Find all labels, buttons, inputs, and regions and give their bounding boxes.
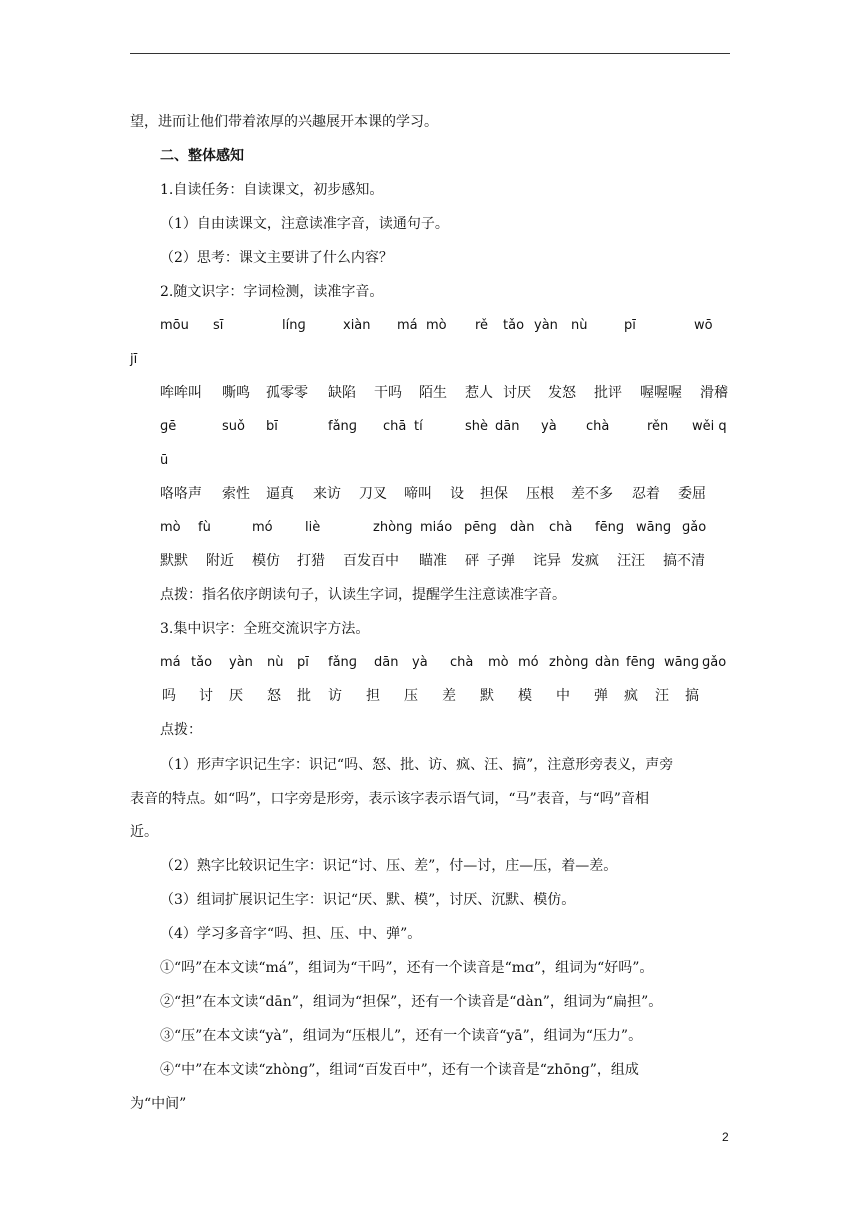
vocab-word: 附近 <box>206 553 234 569</box>
pinyin: ū <box>160 453 169 468</box>
pinyin: jī <box>130 352 138 367</box>
vocab-word: 发怒 <box>548 385 576 401</box>
text-line: 1.自读任务：自读课文，初步感知。 <box>160 182 384 198</box>
pinyin: pī <box>297 655 309 670</box>
pinyin: má <box>160 655 181 670</box>
pinyin: tǎo <box>503 318 525 333</box>
pinyin: wānɡ <box>636 520 672 535</box>
pinyin: wěi q <box>692 419 727 434</box>
vocab-word: 喔喔喔 <box>640 385 682 401</box>
pinyin: ɡē <box>160 419 177 434</box>
pinyin: ɡǎo <box>702 655 727 670</box>
text-line: 表音的特点。如“吗”，口字旁是形旁，表示该字表示语气词，“马”表音，与“吗”音相 <box>130 791 649 807</box>
pinyin: línɡ <box>282 318 306 333</box>
text-line: 近。 <box>130 824 158 840</box>
pinyin: wānɡ <box>664 655 700 670</box>
pinyin: chà <box>549 520 573 535</box>
pinyin-row <box>0 417 860 437</box>
character: 担 <box>366 688 380 704</box>
pinyin: pī <box>624 318 636 333</box>
text-line: （3）组词扩展识记生字：识记“厌、默、模”，讨厌、沉默、模仿。 <box>160 892 576 908</box>
vocab-word: 刀叉 <box>359 486 387 502</box>
pinyin: bī <box>266 419 278 434</box>
character: 模 <box>518 688 532 704</box>
text-line: 2.随文识字：字词检测，读准字音。 <box>160 284 384 300</box>
pinyin: dàn <box>510 520 535 535</box>
character: 搞 <box>685 688 699 704</box>
pinyin: má <box>397 318 418 333</box>
vocab-word: 惹人 <box>465 385 493 401</box>
character: 怒 <box>267 688 281 704</box>
pinyin: yàn <box>229 655 253 670</box>
pinyin: fù <box>198 520 211 535</box>
vocab-word: 来访 <box>313 486 341 502</box>
pinyin: pēnɡ <box>464 520 497 535</box>
text-line: ①“吗”在本文读“má”，组词为“干吗”，还有一个读音是“mɑ”，组词为“好吗”。 <box>160 960 654 976</box>
text-line: （2）思考：课文主要讲了什么内容？ <box>160 250 393 266</box>
vocab-word: 压根 <box>526 486 554 502</box>
text-line: （2）熟字比较识记生字：识记“讨、压、差”，付—讨，庄—压，着—差。 <box>160 858 618 874</box>
page-number: 2 <box>722 1130 729 1144</box>
pinyin: dān <box>374 655 399 670</box>
vocab-word: 逼真 <box>266 486 294 502</box>
pinyin: nù <box>571 318 588 333</box>
text-line: ④“中”在本文读“zhònɡ”，组词“百发百中”，还有一个读音是“zhōnɡ”，组成 <box>160 1062 639 1078</box>
pinyin: tí <box>414 419 423 434</box>
vocab-word: 孤零零 <box>266 385 308 401</box>
pinyin: xiàn <box>343 318 371 333</box>
pinyin: rěn <box>647 419 669 434</box>
vocab-word: 哞哞叫 <box>160 385 202 401</box>
vocab-word: 砰 <box>465 553 479 569</box>
vocab-row <box>0 383 860 403</box>
pinyin-row <box>0 518 860 538</box>
vocab-word: 索性 <box>222 486 250 502</box>
header-rule <box>130 53 730 54</box>
vocab-word: 批评 <box>594 385 622 401</box>
vocab-word: 滑稽 <box>700 385 728 401</box>
vocab-word: 委屈 <box>678 486 706 502</box>
tip-text: 点拨：指名依序朗读句子，认读生字词，提醒学生注意读准字音。 <box>160 587 566 603</box>
vocab-word: 瞄准 <box>419 553 447 569</box>
character: 汪 <box>655 688 669 704</box>
pinyin: rě <box>475 318 489 333</box>
vocab-word: 搞不清 <box>663 553 705 569</box>
pinyin: suǒ <box>222 419 245 434</box>
pinyin: tǎo <box>191 655 213 670</box>
vocab-word: 咯咯声 <box>160 486 202 502</box>
vocab-word: 设 <box>450 486 464 502</box>
text-line: ③“压”在本文读“yà”，组词为“压根儿”，还有一个读音“yā”，组词为“压力”。 <box>160 1028 643 1044</box>
pinyin: fēnɡ <box>595 520 625 535</box>
pinyin: fǎnɡ <box>328 655 358 670</box>
character: 厌 <box>229 688 243 704</box>
pinyin: liè <box>305 520 321 535</box>
vocab-word: 汪汪 <box>617 553 645 569</box>
pinyin: chà <box>450 655 474 670</box>
pinyin: yà <box>541 419 557 434</box>
vocab-word: 嘶鸣 <box>222 385 250 401</box>
vocab-word: 干吗 <box>374 385 402 401</box>
pinyin: miáo <box>420 520 453 535</box>
text-line: ②“担”在本文读“dān”，组词为“担保”，还有一个读音是“dàn”，组词为“扁担”。 <box>160 994 663 1010</box>
vocab-word: 发疯 <box>571 553 599 569</box>
vocab-word: 模仿 <box>252 553 280 569</box>
pinyin: ɡǎo <box>682 520 707 535</box>
pinyin: yàn <box>534 318 558 333</box>
pinyin: chà <box>586 419 610 434</box>
vocab-word: 缺陷 <box>328 385 356 401</box>
pinyin: chā <box>383 419 407 434</box>
pinyin: mōu <box>160 318 189 333</box>
vocab-word: 打猎 <box>297 553 325 569</box>
vocab-word: 诧异 <box>533 553 561 569</box>
pinyin: fǎnɡ <box>328 419 358 434</box>
pinyin: sī <box>213 318 224 333</box>
section-heading: 3.集中识字：全班交流识字方法。 <box>160 621 370 637</box>
character: 疯 <box>624 688 638 704</box>
character: 默 <box>480 688 494 704</box>
pinyin-row <box>0 653 860 673</box>
vocab-word: 子弹 <box>487 553 515 569</box>
pinyin: zhònɡ <box>373 520 413 535</box>
section-heading: 二、整体感知 <box>160 148 244 164</box>
vocab-word: 忍着 <box>632 486 660 502</box>
tip-text: 点拨： <box>160 722 202 738</box>
text-line: （1）形声字识记生字：识记“吗、怒、批、访、疯、汪、搞”，注意形旁表义，声旁 <box>160 757 674 773</box>
pinyin: zhònɡ <box>549 655 589 670</box>
char-row <box>0 686 860 706</box>
vocab-word: 默默 <box>160 553 188 569</box>
character: 吗 <box>162 688 176 704</box>
pinyin: dān <box>495 419 520 434</box>
pinyin: fēnɡ <box>626 655 656 670</box>
pinyin: dàn <box>595 655 620 670</box>
pinyin: mò <box>488 655 509 670</box>
vocab-row <box>0 551 860 571</box>
character: 压 <box>404 688 418 704</box>
pinyin: nù <box>267 655 284 670</box>
vocab-word: 陌生 <box>419 385 447 401</box>
character: 批 <box>297 688 311 704</box>
pinyin: shè <box>465 419 489 434</box>
pinyin-row <box>0 316 860 336</box>
character: 讨 <box>199 688 213 704</box>
vocab-row <box>0 484 860 504</box>
vocab-word: 讨厌 <box>503 385 531 401</box>
vocab-word: 百发百中 <box>343 553 399 569</box>
vocab-word: 差不多 <box>571 486 613 502</box>
character: 访 <box>328 688 342 704</box>
text-line: 望，进而让他们带着浓厚的兴趣展开本课的学习。 <box>130 114 438 130</box>
vocab-word: 啼叫 <box>404 486 432 502</box>
text-line: （1）自由读课文，注意读准字音，读通句子。 <box>160 216 449 232</box>
pinyin: yà <box>412 655 428 670</box>
pinyin: mò <box>160 520 181 535</box>
character: 差 <box>442 688 456 704</box>
character: 中 <box>556 688 570 704</box>
character: 弹 <box>594 688 608 704</box>
vocab-word: 担保 <box>480 486 508 502</box>
text-line: 为“中间” <box>130 1096 187 1112</box>
pinyin: mó <box>252 520 273 535</box>
pinyin: mó <box>518 655 539 670</box>
pinyin: wō <box>694 318 713 333</box>
text-line: （4）学习多音字“吗、担、压、中、弹”。 <box>160 926 422 942</box>
pinyin: mò <box>426 318 447 333</box>
